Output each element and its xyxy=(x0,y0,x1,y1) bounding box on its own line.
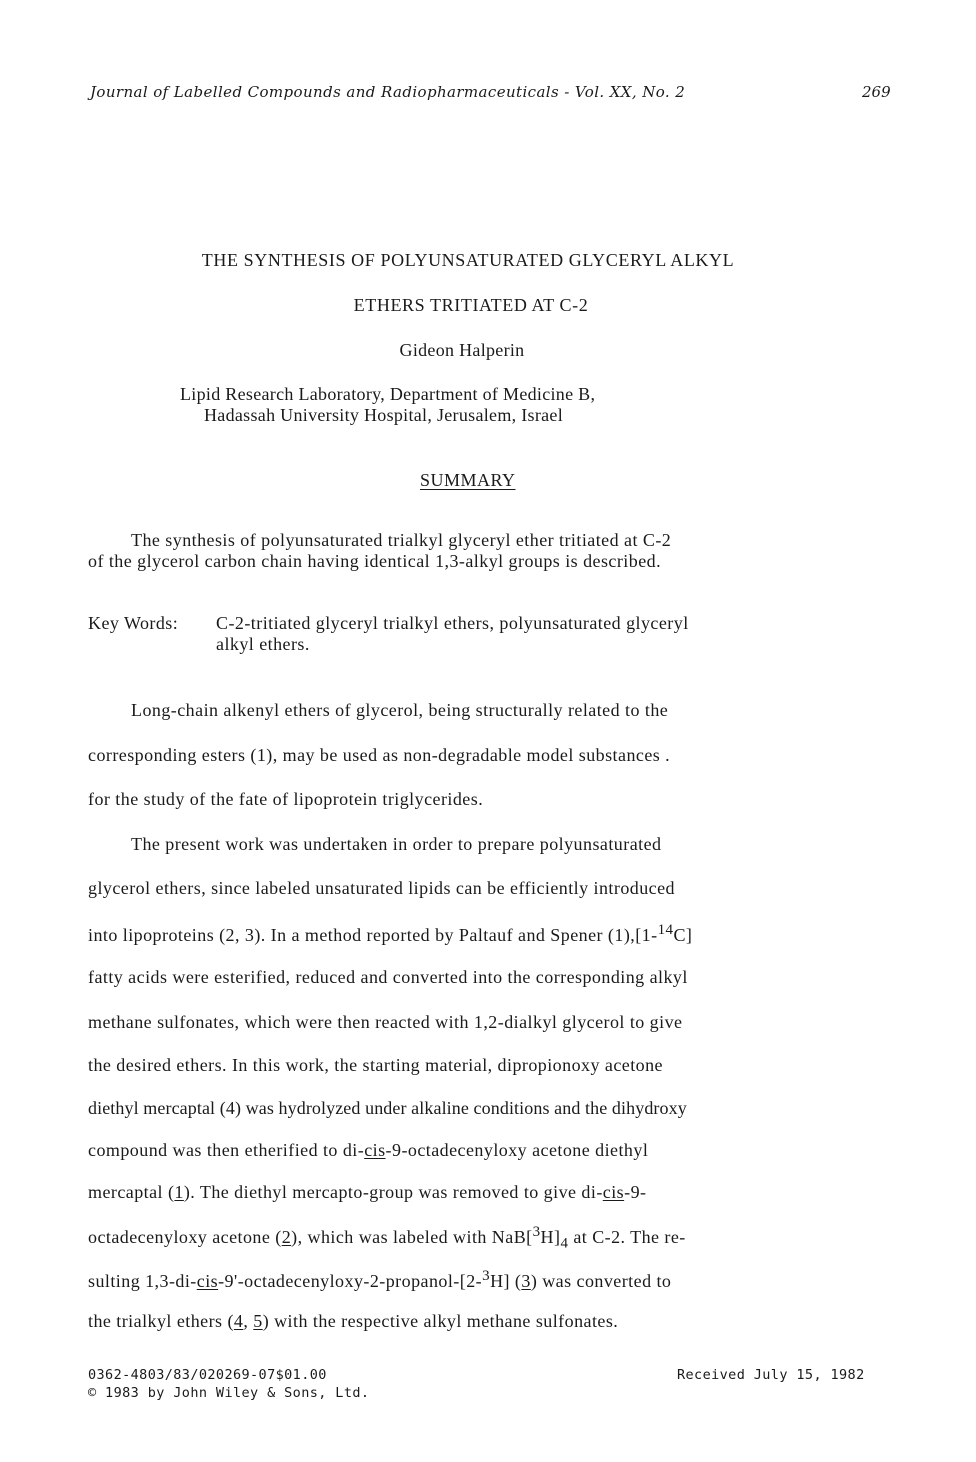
body-line: fatty acids were esterified, reduced and converted into the corresponding alkyl xyxy=(88,967,688,987)
body-text: H] ( xyxy=(490,1271,522,1291)
body-text: ) with the respective alkyl methane sulfonates. xyxy=(262,1311,619,1331)
italic-underlined-cis: cis xyxy=(364,1140,386,1160)
body-text: ), which was labeled with NaB[ xyxy=(291,1227,533,1247)
subscript: 4 xyxy=(560,1235,569,1252)
body-text: -9- xyxy=(624,1182,647,1202)
body-text: mercaptal ( xyxy=(88,1182,175,1202)
summary-heading: SUMMARY xyxy=(420,470,516,490)
body-line: The present work was undertaken in order to prepare polyunsaturated xyxy=(131,834,662,854)
affiliation-line-1: Lipid Research Laboratory, Department of Medicine B, xyxy=(180,384,596,404)
affiliation-line-2: Hadassah University Hospital, Jerusalem, Israel xyxy=(204,405,564,425)
superscript: 14 xyxy=(657,922,674,938)
body-text: at C-2. The re- xyxy=(568,1227,686,1247)
body-text: ). The diethyl mercapto-group was removed to give di- xyxy=(183,1182,603,1202)
abstract-line-1: The synthesis of polyunsaturated trialkyl glyceryl ether tritiated at C-2 xyxy=(131,530,672,550)
abstract-line-2: of the glycerol carbon chain having identical 1,3-alkyl groups is described. xyxy=(88,551,662,571)
body-line xyxy=(88,1311,618,1332)
body-line xyxy=(88,922,692,946)
body-text: ) was converted to xyxy=(530,1271,672,1291)
compound-ref: 3 xyxy=(521,1271,531,1291)
received-date: Received July 15, 1982 xyxy=(677,1367,865,1383)
body-text: compound was then etherified to di- xyxy=(88,1140,365,1160)
body-line: methane sulfonates, which were then reacted with 1,2-dialkyl glycerol to give xyxy=(88,1012,683,1032)
page-number: 269 xyxy=(862,83,891,101)
body-line: for the study of the fate of lipoprotein triglycerides. xyxy=(88,789,484,809)
body-line: Long-chain alkenyl ethers of glycerol, being structurally related to the xyxy=(131,700,669,720)
keywords-line-2: alkyl ethers. xyxy=(216,634,310,654)
body-line: corresponding esters (1), may be used as non-degradable model substances . xyxy=(88,745,671,765)
keywords-line-1: C-2-tritiated glyceryl trialkyl ethers, polyunsaturated glyceryl xyxy=(216,613,689,633)
body-text: -9-octadecenyloxy acetone diethyl xyxy=(385,1140,649,1160)
body-text: into lipoproteins (2, 3). In a method reported by Paltauf and Spener (1),[1- xyxy=(88,925,658,945)
article-title-line-1: THE SYNTHESIS OF POLYUNSATURATED GLYCERYL ALKYL xyxy=(201,250,735,270)
body-text: octadecenyloxy acetone ( xyxy=(88,1227,282,1247)
body-text: -9'-octadecenyloxy-2-propanol-[2- xyxy=(218,1271,483,1291)
italic-underlined-cis: cis xyxy=(196,1271,219,1291)
body-text: H] xyxy=(540,1227,561,1247)
body-line: the desired ethers. In this work, the starting material, dipropionoxy acetone xyxy=(88,1055,663,1075)
author-name: Gideon Halperin xyxy=(399,340,525,360)
compound-ref: 4 xyxy=(233,1311,244,1331)
compound-ref: 5 xyxy=(253,1311,263,1331)
copyright-line: © 1983 by John Wiley & Sons, Ltd. xyxy=(88,1385,370,1401)
compound-ref: 1 xyxy=(174,1182,184,1202)
body-line xyxy=(88,1268,671,1292)
keywords-label: Key Words: xyxy=(88,613,179,633)
body-text: , xyxy=(243,1311,254,1331)
body-line: diethyl mercaptal (4) was hydrolyzed under alkaline conditions and the dihydroxy xyxy=(88,1098,687,1118)
body-line xyxy=(88,1182,646,1203)
body-text: sulting 1,3-di- xyxy=(88,1271,197,1291)
body-text: the trialkyl ethers ( xyxy=(88,1311,234,1331)
body-line xyxy=(88,1224,686,1253)
body-line xyxy=(88,1140,648,1161)
body-line: glycerol ethers, since labeled unsaturated lipids can be efficiently introduced xyxy=(88,878,676,898)
article-title-line-2: ETHERS TRITIATED AT C-2 xyxy=(353,295,589,315)
body-text: C] xyxy=(673,925,693,945)
superscript: 3 xyxy=(482,1268,491,1284)
superscript: 3 xyxy=(532,1224,541,1240)
journal-running-header: Journal of Labelled Compounds and Radiopharmaceuticals - Vol. XX, No. 2 xyxy=(90,83,686,101)
italic-underlined-cis: cis xyxy=(602,1182,625,1202)
compound-ref: 2 xyxy=(281,1227,292,1247)
article-code: 0362-4803/83/020269-07$01.00 xyxy=(88,1367,327,1383)
